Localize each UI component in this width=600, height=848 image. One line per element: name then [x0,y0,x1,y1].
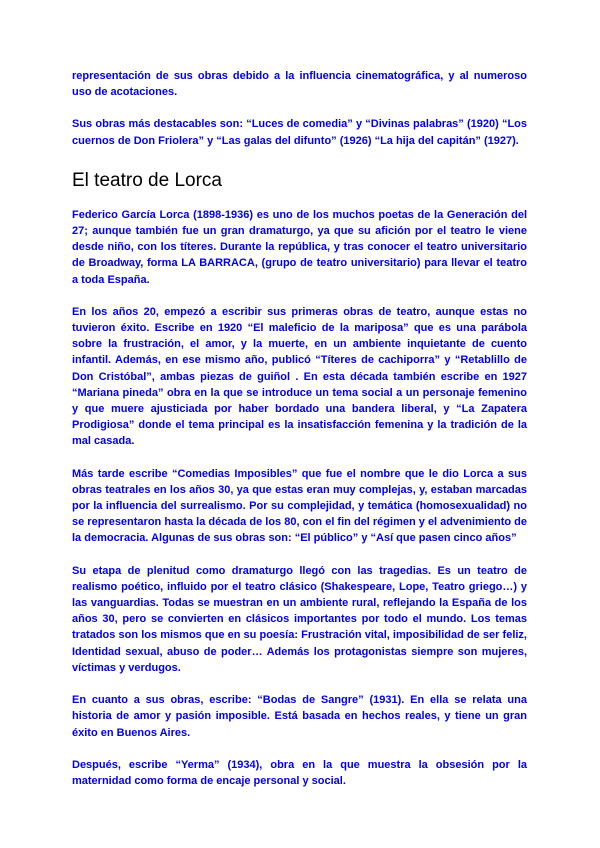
lorca-paragraph-3: Más tarde escribe “Comedias Imposibles” que fue el nombre que le dio Lorca a sus obras teatrales en los años 30, ya que estas eran muy complejas, y, estaban marcadas por la influencia del surrealismo. Por su complejidad, y temática (homosexualidad) no se representaron hasta la década de los 80, con el fin del régimen y el advenimiento de la democracia. Algunas de sus obras son: “El público” y “Así que pasen cinco años” [72,467,527,545]
intro-paragraph-1: representación de sus obras debido a la influencia cinematográfica, y al numeroso uso de acotaciones. [72,70,527,99]
lorca-paragraph-2: En los años 20, empezó a escribir sus primeras obras de teatro, aunque estas no tuvieron éxito. Escribe en 1920 “El maleficio de la mariposa” que es una parábola sobre la frustración, el amor, y la muerte, en un ambiente inquietante de cuento infantil. Además, en ese mismo año, publicó “Títeres de cachiporra” y “Retablillo de Don Cristóbal”, ambas piezas de guiñol . En esta década también escribe en 1927 “Mariana pineda” obra en la que se introduce un tema social a un personaje femenino y que muere ajusticiada por haber bordado una bandera liberal, y “La Zapatera Prodigiosa” donde el tema principal es la insatisfacción femenina y la tradición de la mal casada. [72,305,527,448]
document-page [72,68,527,789]
intro-paragraph-2: Sus obras más destacables son: “Luces de comedia” y “Divinas palabras” (1920) “Los cuernos de Don Friolera” y “Las galas del difunto” (1926) “La hija del capitán” (1927). [72,118,527,147]
lorca-paragraph-5: En cuanto a sus obras, escribe: “Bodas de Sangre” (1931). En ella se relata una historia de amor y pasión imposible. Está basada en hechos reales, y tiene un gran éxito en Buenos Aires. [72,694,527,739]
lorca-paragraph-4: Su etapa de plenitud como dramaturgo llegó con las tragedias. Es un teatro de realismo poético, influido por el teatro clásico (Shakespeare, Lope, Teatro griego…) y las vanguardias. Todas se muestran en un ambiente rural, reflejando la España de los años 30, pero se convierten en clásicos importantes por todo el mundo. Los temas tratados son los mismos que en su poesía: Frustración vital, imposibilidad de ser feliz, Identidad sexual, abuso de poder… Además los protagonistas siempre son mujeres, víctimas y verdugos. [72,564,527,674]
lorca-paragraph-6: Después, escribe “Yerma” (1934), obra en la que muestra la obsesión por la maternidad como forma de encaje personal y social. [72,758,527,787]
section-heading: El teatro de Lorca [72,169,222,191]
lorca-paragraph-1: Federico García Lorca (1898-1936) es uno de los muchos poetas de la Generación del 27; aunque también fue un gran dramaturgo, ya que su afición por el teatro le viene desde niño, con los títeres. Durante la república, y tras conocer el teatro universitario de Broadway, forma LA BARRACA, (grupo de teatro universitario) para llevar el teatro a toda España. [72,208,527,286]
